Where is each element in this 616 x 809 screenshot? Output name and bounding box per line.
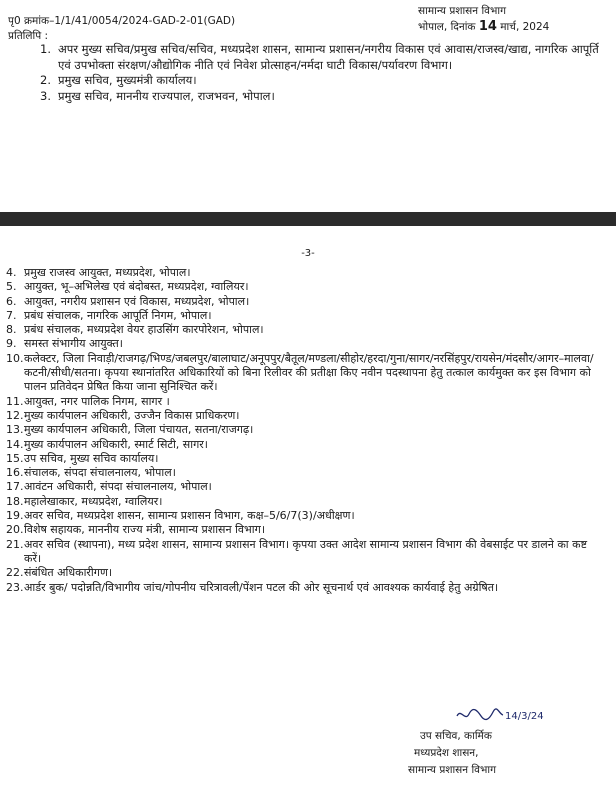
list-item-text: मुख्य कार्यपालन अधिकारी, जिला पंचायत, सतना/राजगढ़। bbox=[24, 423, 254, 437]
list-item-number: 10. bbox=[6, 351, 24, 365]
memo-number: पृ0 क्रमांक–1/1/41/0054/2024-GAD-2-01(GAD) bbox=[8, 15, 236, 27]
list-item bbox=[6, 466, 606, 480]
list-item bbox=[40, 89, 600, 105]
list-item-number: 12. bbox=[6, 408, 24, 422]
list-item-text: कलेक्टर, जिला निवाड़ी/राजगढ़/भिण्ड/जबलपुर/बालाघाट/अनूपपुर/बैतूल/मण्डला/सीहोर/हरदा/गुना/सागर/नरसिंहपुर/रायसेन/मंदसौर/आगर–मालवा/कटनी/सीधी/सतना। कृपया स्थानांतरित अधिकारियों को बिना रिलीवर की प्रतीक्षा किए नवीन पदस्थापना हेतु तत्काल कार्यमुक्त कर इस विभाग को पालन प्रतिवेदन प्रेषित किया जाना सुनिश्चित करें। bbox=[24, 351, 594, 394]
list-item-number: 18. bbox=[6, 494, 24, 508]
signature-designation: उप सचिव, कार्मिक bbox=[420, 730, 492, 742]
signature-block bbox=[408, 728, 496, 779]
list-item-number: 8. bbox=[6, 323, 17, 337]
list-item-number: 3. bbox=[40, 88, 51, 103]
list-item-text: अपर मुख्य सचिव/प्रमुख सचिव/सचिव, मध्यप्रदेश शासन, सामान्य प्रशासन/नगरीय विकास एवं आवास/राजस्व/खाद्य, नागरिक आपूर्ति एवं उपभोक्ता संरक्षण/औद्योगिक नीति एवं निवेश प्रोत्साहन/नर्मदा घाटी विकास/पर्यावरण विभाग। bbox=[58, 42, 599, 72]
list-item-text: अवर सचिव, मध्यप्रदेश शासन, सामान्य प्रशासन विभाग, कक्ष–5/6/7(3)/अधीक्षण। bbox=[24, 509, 355, 523]
list-item-number: 15. bbox=[6, 451, 24, 465]
copy-label: प्रतिलिपि : bbox=[8, 30, 49, 42]
list-item-text: प्रमुख राजस्व आयुक्त, मध्यप्रदेश, भोपाल। bbox=[24, 266, 191, 279]
list-item bbox=[6, 438, 606, 452]
list-item-number: 17. bbox=[6, 480, 24, 494]
list-item-number: 4. bbox=[6, 266, 17, 279]
place-date-prefix: भोपाल, दिनांक bbox=[418, 21, 476, 33]
list-item-text: विशेष सहायक, माननीय राज्य मंत्री, सामान्य प्रशासन विभाग। bbox=[24, 523, 265, 537]
list-item-text: आयुक्त, भू–अभिलेख एवं बंदोबस्त, मध्यप्रदेश, ग्वालियर। bbox=[24, 280, 249, 294]
list-item-text: मुख्य कार्यपालन अधिकारी, स्मार्ट सिटी, सागर। bbox=[24, 437, 208, 451]
list-item-text: आयुक्त, नगरीय प्रशासन एवं विकास, मध्यप्रदेश, भोपाल। bbox=[24, 294, 250, 308]
list-item-text: आयुक्त, नगर पालिक निगम, सागर । bbox=[24, 394, 170, 408]
list-item bbox=[6, 280, 606, 294]
list-item-number: 20. bbox=[6, 523, 24, 537]
list-item bbox=[6, 295, 606, 309]
signature-date: 14/3/24 bbox=[505, 711, 544, 722]
list-item-number: 14. bbox=[6, 437, 24, 451]
list-item-text: आवंटन अधिकारी, संपदा संचालनालय, भोपाल। bbox=[24, 480, 212, 494]
list-item-number: 6. bbox=[6, 294, 17, 308]
list-item bbox=[6, 423, 606, 437]
distribution-list-continued bbox=[6, 266, 606, 595]
list-item-number: 11. bbox=[6, 394, 24, 408]
list-item-number: 9. bbox=[6, 337, 17, 351]
header-right bbox=[418, 4, 549, 35]
list-item-text: प्रबंध संचालक, मध्यप्रदेश वेयर हाउसिंग कारपोरेशन, भोपाल। bbox=[24, 323, 264, 337]
list-item bbox=[6, 266, 606, 280]
list-item-number: 2. bbox=[40, 73, 51, 87]
list-item bbox=[6, 323, 606, 337]
list-item bbox=[6, 538, 606, 567]
list-item bbox=[40, 42, 600, 73]
department-name: सामान्य प्रशासन विभाग bbox=[418, 5, 507, 17]
list-item bbox=[6, 523, 606, 537]
list-item-number: 13. bbox=[6, 423, 24, 437]
distribution-list-top bbox=[40, 42, 600, 104]
list-item bbox=[6, 337, 606, 351]
signature-scrawl bbox=[455, 704, 575, 726]
list-item-text: संचालक, संपदा संचालनालय, भोपाल। bbox=[24, 466, 176, 480]
list-item bbox=[6, 566, 606, 580]
list-item bbox=[6, 309, 606, 323]
list-item-text: प्रमुख सचिव, माननीय राज्यपाल, राजभवन, भोपाल। bbox=[58, 88, 275, 103]
list-item-number: 23. bbox=[6, 580, 24, 594]
list-item-text: आर्डर बुक/ पदोन्नति/विभागीय जांच/गोपनीय चरित्रावली/पेंशन पटल की ओर सूचनार्थ एवं आवश्यक कार्यवाई हेतु अग्रेषित। bbox=[24, 580, 499, 594]
list-item bbox=[6, 352, 606, 395]
list-item-text: प्रबंध संचालक, नागरिक आपूर्ति निगम, भोपाल। bbox=[24, 308, 212, 322]
list-item bbox=[6, 409, 606, 423]
page-separator bbox=[0, 212, 616, 226]
list-item-text: मुख्य कार्यपालन अधिकारी, उज्जैन विकास प्राधिकरण। bbox=[24, 408, 240, 422]
list-item bbox=[6, 495, 606, 509]
list-item-text: प्रमुख सचिव, मुख्यमंत्री कार्यालय। bbox=[58, 73, 197, 87]
place-date bbox=[418, 19, 549, 35]
list-item-number: 7. bbox=[6, 308, 17, 322]
list-item-text: संबंधित अधिकारीगण। bbox=[24, 566, 113, 580]
list-item-text: अवर सचिव (स्थापना), मध्य प्रदेश शासन, सामान्य प्रशासन विभाग। कृपया उक्त आदेश सामान्य प्रशासन विभाग की वेबसाईट पर डालने का कष्ट करें। bbox=[24, 537, 587, 565]
list-item-number: 1. bbox=[40, 42, 51, 56]
list-item-number: 19. bbox=[6, 509, 24, 523]
list-item bbox=[6, 480, 606, 494]
date-rest: मार्च, 2024 bbox=[500, 21, 550, 33]
signature-department: सामान्य प्रशासन विभाग bbox=[408, 764, 497, 776]
list-item bbox=[6, 509, 606, 523]
list-item bbox=[6, 395, 606, 409]
list-item bbox=[6, 581, 606, 595]
signature-government: मध्यप्रदेश शासन, bbox=[414, 747, 479, 759]
date-day: 14 bbox=[478, 19, 497, 34]
list-item-text: उप सचिव, मुख्य सचिव कार्यालय। bbox=[24, 451, 159, 465]
list-item-text: महालेखाकार, मध्यप्रदेश, ग्वालियर। bbox=[24, 494, 163, 508]
list-item bbox=[6, 452, 606, 466]
list-item-number: 16. bbox=[6, 466, 24, 480]
list-item-number: 5. bbox=[6, 280, 17, 294]
page-number: -3- bbox=[301, 248, 315, 259]
list-item-number: 22. bbox=[6, 566, 24, 580]
list-item bbox=[40, 73, 600, 89]
list-item-text: समस्त संभागीय आयुक्त। bbox=[24, 337, 123, 351]
list-item-number: 21. bbox=[6, 537, 24, 551]
memo-block bbox=[8, 14, 235, 44]
